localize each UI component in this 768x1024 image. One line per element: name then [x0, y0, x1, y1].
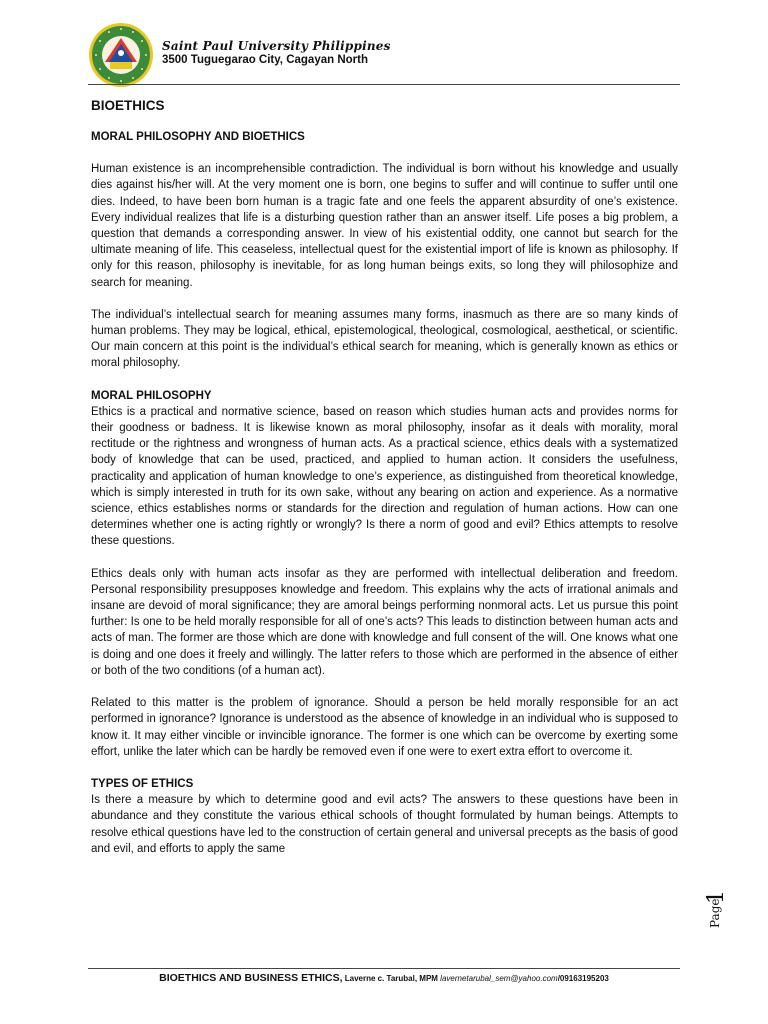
page-number: 1 — [704, 890, 729, 904]
header-divider — [88, 84, 680, 85]
university-seal-icon — [88, 22, 154, 88]
paragraph: Related to this matter is the problem of ignorance. Should a person be held morally responsible for an act performed in ignorance? Ignorance is understood as the absence of knowledge in an individual who is supposed to know it. It may either vincible or invincible ignorance. The former is one which can be overcome by exerting some effort, unlike the later which can be hardly be removed even if one were to exert extra effort to overcome it. — [91, 697, 678, 758]
section-types-of-ethics — [91, 776, 678, 857]
paragraph: Human existence is an incomprehensible contradiction. The individual is born without his knowledge and usually dies against his/her will. At the very moment one is born, one begins to suffer and will continue to suffer until one dies. Indeed, to have been born human is a tragic fate and one feels the apparent absurdity of one’s existence. Every individual realizes that life is a disturbing question rather than an answer itself. Life poses a big problem, a question that demands a corresponding answer. In view of his existential oddity, one cannot but search for the ultimate meaning of life. This ceaseless, intellectual quest for the existential import of life is known as philosophy. If only for this reason, philosophy is inevitable, for as long human beings exits, so long they will philosophize and search for meaning. — [91, 163, 678, 289]
section-heading: MORAL PHILOSOPHY AND BIOETHICS — [91, 131, 305, 143]
footer-phone: /09163195203 — [557, 974, 609, 983]
section-moral-philosophy — [91, 388, 678, 760]
university-address: 3500 Tuguegarao City, Cagayan North — [162, 54, 368, 66]
letterhead — [88, 22, 688, 88]
footer-email: lavernetarubal_sem@yahoo.com — [440, 974, 558, 983]
paragraph: The individual’s intellectual search for meaning assumes many forms, inasmuch as there are so many kinds of human problems. They may be logical, ethical, epistemological, theological, cosmological, aesthetical, or scientific. Our main concern at this point is the individual’s ethical search for meaning, which is generally known as ethics or moral philosophy. — [91, 308, 678, 370]
page-number-label — [704, 888, 750, 948]
paragraph: Ethics is a practical and normative science, based on reason which studies human acts and provides norms for their goodness or badness. It is likewise known as moral philosophy, insofar as it deals with morality, moral rectitude or the rightness and wrongness of human acts. As a practical science, ethics deals with a systematized body of knowledge that can be used, practiced, and applied to human action. It considers the usefulness, practicality and application of human knowledge to one’s experience, as distinguished from theoretical knowledge, which is simply interested in truth for its own sake, without any bearing on action and experience. As a normative science, ethics establishes norms or standards for the direction and regulation of human actions. How can one determines whether one is acting rightly or wrongly? Is there a norm of good and evil? Ethics attempts to resolve these questions. — [91, 405, 678, 548]
footer-author: Laverne c. Tarubal, MPM — [342, 974, 441, 983]
section-heading: TYPES OF ETHICS — [91, 777, 194, 790]
section-moral-philosophy-and-bioethics — [91, 129, 678, 372]
university-name: Saint Paul University Philippines — [162, 39, 391, 53]
footer-course-title: BIOETHICS AND BUSINESS ETHICS, — [159, 972, 343, 984]
paragraph: Ethics deals only with human acts insofar as they are performed with intellectual deliberation and freedom. Personal responsibility presupposes knowledge and freedom. This explains why the acts of irrational animals and insane are devoid of moral significance; they are amoral beings performing nonmoral acts. Let us pursue this point further: Is one to be held morally responsible for all of one’s acts? This leads to distinction between human acts and acts of man. The former are those which are done with knowledge and full consent of the will. One knows what one is doing and one does it freely and willingly. The latter refers to those which are performed in the absence of either or both of the two conditions (of a human act). — [91, 567, 678, 677]
document-title: BIOETHICS — [91, 98, 165, 113]
document-body — [91, 98, 678, 857]
paragraph: Is there a measure by which to determine good and evil acts? The answers to these questions have been in abundance and they constitute the various ethical schools of thought formulated by human beings. Attempts to resolve ethical questions have led to the construction of certain general and universal precepts as the basis of good and evil, and efforts to apply the same — [91, 794, 678, 855]
footer-divider — [88, 968, 680, 969]
page-word: Page — [708, 898, 722, 928]
section-heading: MORAL PHILOSOPHY — [91, 389, 212, 402]
page-footer — [88, 972, 680, 984]
